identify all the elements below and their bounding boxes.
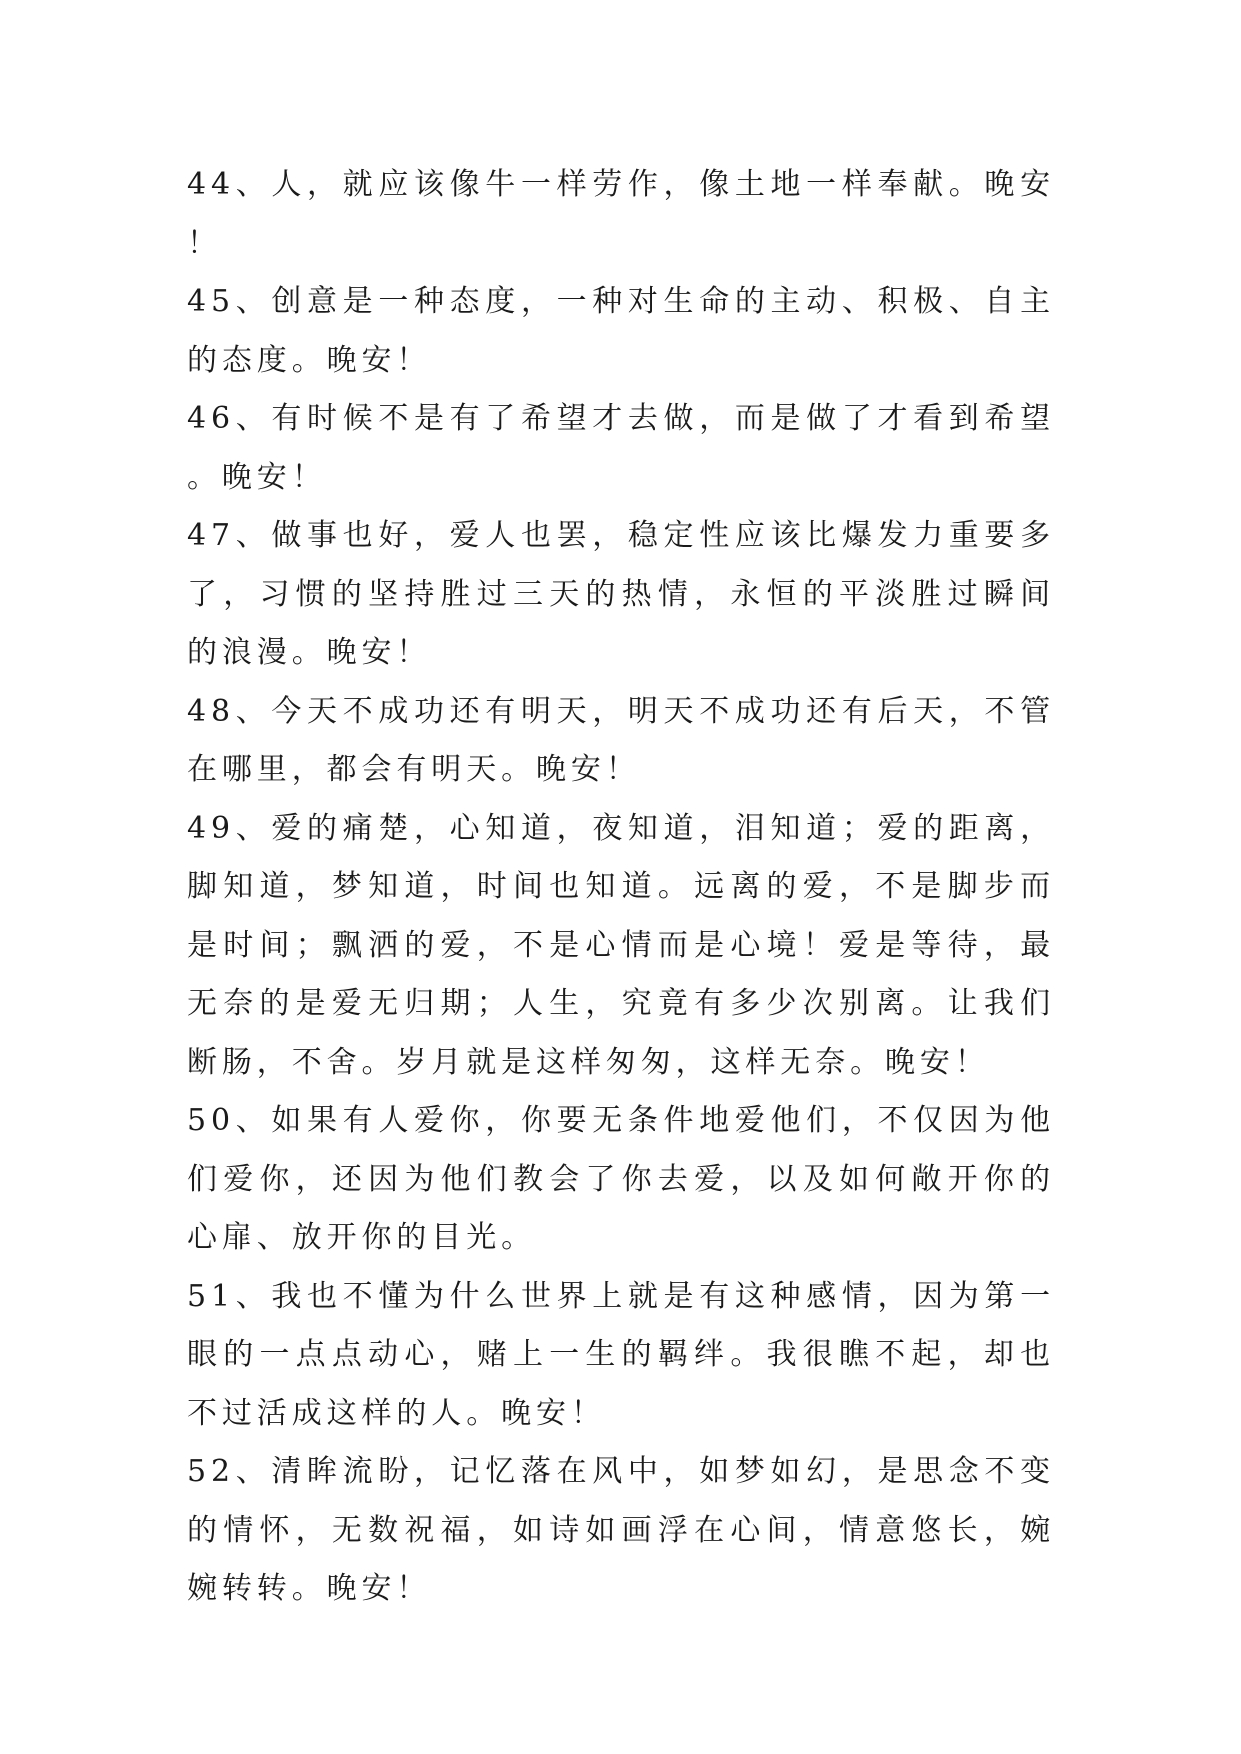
quote-entry-46: 46、有时候不是有了希望才去做，而是做了才看到希望。晚安！ xyxy=(187,401,1055,495)
quote-entry-48: 48、今天不成功还有明天，明天不成功还有后天，不管在哪里，都会有明天。晚安！ xyxy=(187,693,1055,787)
quote-entry-49: 49、爱的痛楚，心知道，夜知道，泪知道；爱的距离，脚知道，梦知道，时间也知道。远离的爱，不是脚步而是时间；飘洒的爱，不是心情而是心境！爱是等待，最无奈的是爱无归期；人生，究竟有多少次别离。让我们断肠，不舍。岁月就是这样匆匆，这样无奈。晚安！ xyxy=(187,810,1055,1080)
quote-entry-45: 45、创意是一种态度，一种对生命的主动、积极、自主的态度。晚安！ xyxy=(187,284,1055,378)
quote-entry-52: 52、清眸流盼，记忆落在风中，如梦如幻，是思念不变的情怀，无数祝福，如诗如画浮在心间，情意悠长，婉婉转转。晚安！ xyxy=(187,1454,1055,1606)
quote-entry-51: 51、我也不懂为什么世界上就是有这种感情，因为第一眼的一点点动心，赌上一生的羁绊。我很瞧不起，却也不过活成这样的人。晚安！ xyxy=(187,1278,1055,1431)
quote-entry-50: 50、如果有人爱你，你要无条件地爱他们，不仅因为他们爱你，还因为他们教会了你去爱，以及如何敞开你的心扉、放开你的目光。 xyxy=(187,1103,1055,1255)
quote-entry-44: 44、人，就应该像牛一样劳作，像土地一样奉献。晚安！ xyxy=(187,167,1055,261)
quote-entry-47: 47、做事也好，爱人也罢，稳定性应该比爆发力重要多了，习惯的坚持胜过三天的热情，永恒的平淡胜过瞬间的浪漫。晚安！ xyxy=(187,518,1055,670)
document-body xyxy=(187,156,1055,1619)
